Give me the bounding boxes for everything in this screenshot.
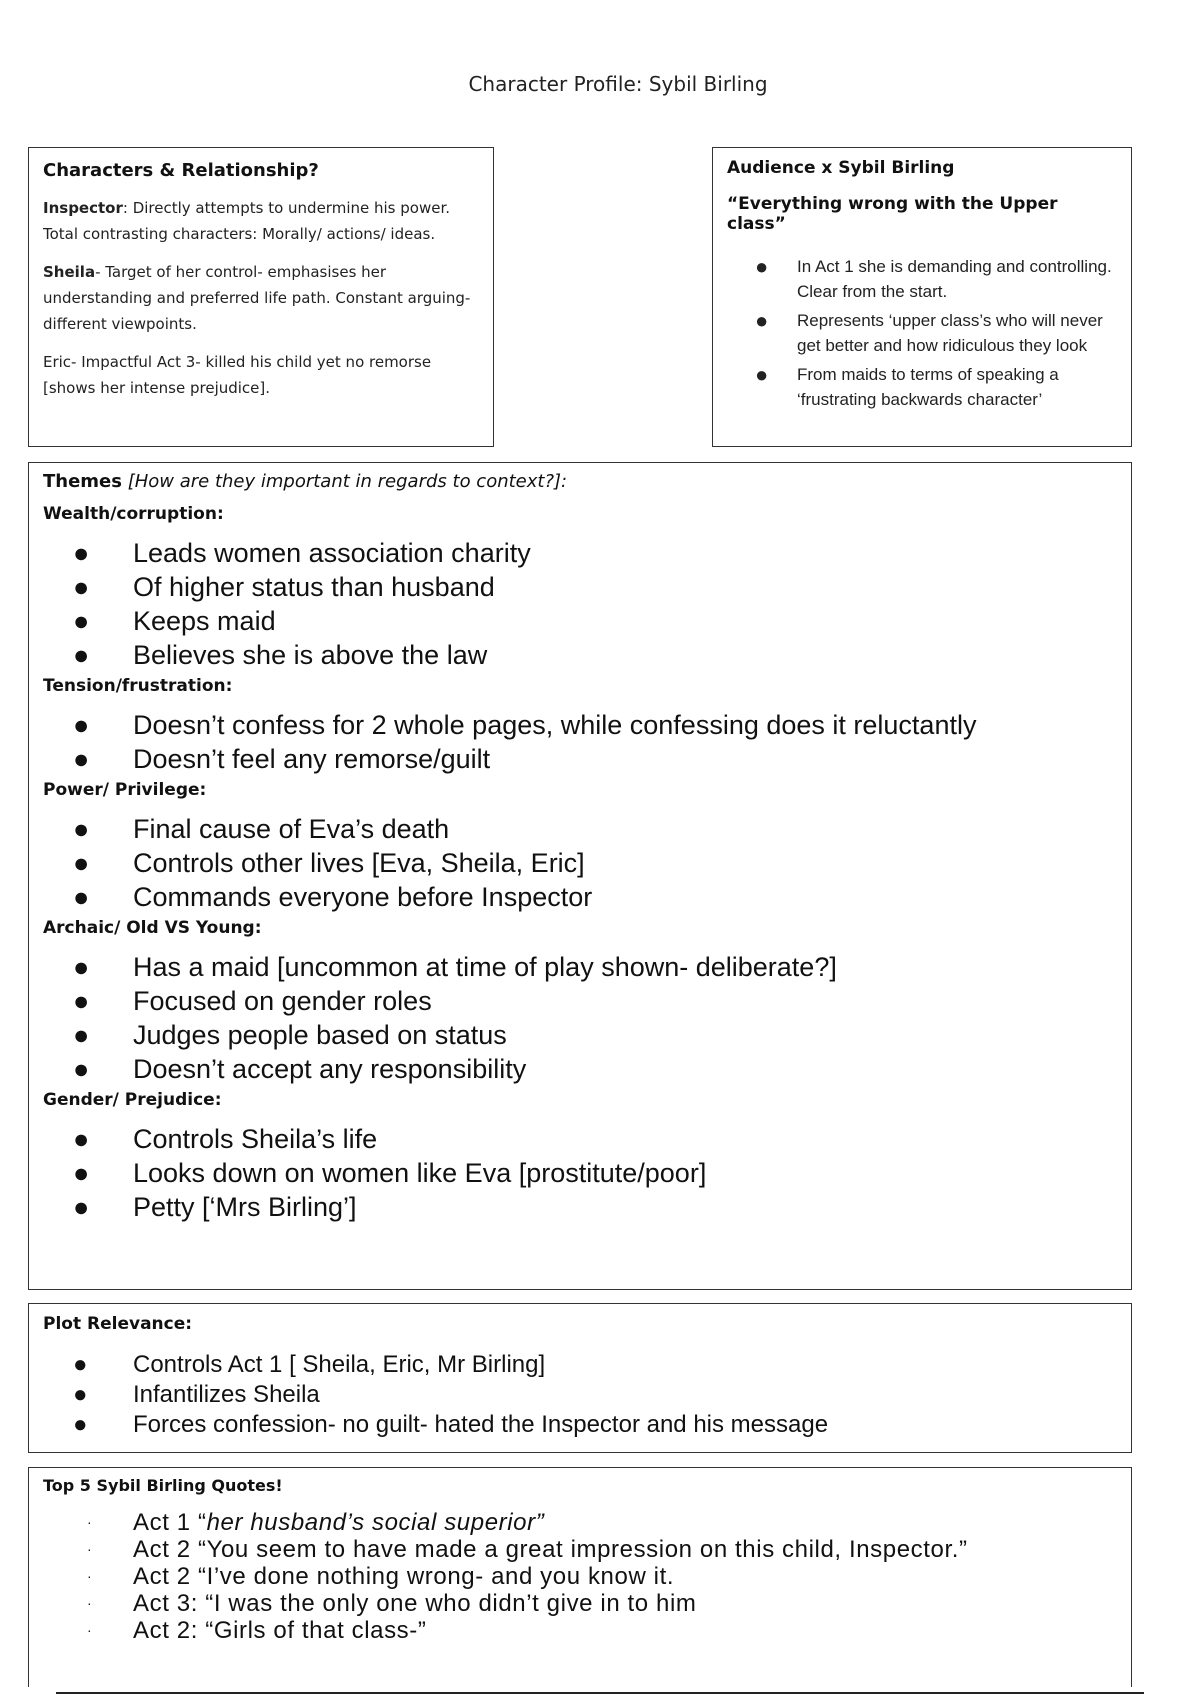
bullet-icon: ● (73, 640, 90, 670)
list-item: ● Judges people based on status (73, 1020, 507, 1050)
bullet-icon: ● (73, 1192, 90, 1222)
bullet-icon: ● (73, 1351, 88, 1378)
page-bottom-divider (56, 1692, 1144, 1694)
bullet-icon: ● (73, 882, 90, 912)
bullet-icon: ● (73, 538, 90, 568)
theme-heading-gender: Gender/ Prejudice: (43, 1090, 222, 1110)
list-item: ● Final cause of Eva’s death (73, 814, 450, 844)
bullet-icon: ● (73, 572, 90, 602)
bullet-icon: ● (73, 986, 90, 1016)
bullet-icon: ● (755, 362, 769, 387)
bullet-icon: ● (73, 1411, 88, 1438)
list-item: ● Controls other lives [Eva, Sheila, Eric] (73, 848, 585, 878)
quote-item: · Act 1 “her husband’s social superior” (87, 1509, 545, 1536)
list-item: ● Keeps maid (73, 606, 276, 636)
themes-box (28, 462, 1132, 1290)
character-name: Sheila (43, 263, 96, 281)
quote-item: · Act 2 “I’ve done nothing wrong- and you know it. (87, 1563, 675, 1590)
theme-list-wealth (43, 536, 1117, 672)
theme-heading-wealth: Wealth/corruption: (43, 504, 224, 524)
plot-relevance-box (28, 1303, 1132, 1453)
bullet-icon: ● (73, 710, 90, 740)
audience-heading: Audience x Sybil Birling (727, 158, 955, 178)
characters-heading: Characters & Relationship? (43, 160, 319, 181)
theme-list-gender (43, 1122, 1117, 1224)
theme-list-archaic (43, 950, 1117, 1086)
themes-title (43, 471, 1117, 492)
list-item: ● Leads women association charity (73, 538, 531, 568)
theme-heading-archaic: Archaic/ Old VS Young: (43, 918, 262, 938)
character-entry-inspector: Inspector: Directly attempts to undermine his power. Total contrasting characters: Morally/ actions/ ideas. (43, 199, 450, 243)
list-item: ● Of higher status than husband (73, 572, 495, 602)
bullet-icon: ● (73, 1381, 88, 1408)
theme-list-tension (43, 708, 1117, 776)
page-title: Character Profile: Sybil Birling (468, 72, 768, 96)
bullet-icon: ● (755, 308, 769, 333)
character-name: Inspector (43, 199, 123, 217)
bullet-icon: · (87, 1568, 93, 1584)
quote-list (43, 1509, 1117, 1644)
character-text: Target of her control- emphasises her understanding and preferred life path. Constant arguing- different viewpoints. (43, 263, 471, 333)
list-item: ● Infantilizes Sheila (73, 1381, 320, 1408)
list-item: ● Has a maid [uncommon at time of play shown- deliberate?] (73, 952, 837, 982)
character-entry-sheila: Sheila- Target of her control- emphasises her understanding and preferred life path. Constant arguing- different viewpoints. (43, 263, 471, 333)
themes-heading: Themes (43, 471, 122, 492)
audience-quote: “Everything wrong with the Upper class” (727, 194, 1058, 234)
characters-relationship-box (28, 147, 494, 447)
list-item: ● Represents ‘upper class’s who will never get better and how ridiculous they look (755, 308, 1103, 355)
quotes-box (28, 1467, 1132, 1687)
bullet-icon: ● (73, 952, 90, 982)
list-item: ● Believes she is above the law (73, 640, 488, 670)
bullet-icon: · (87, 1514, 93, 1530)
list-item: ● Doesn’t accept any responsibility (73, 1054, 527, 1084)
list-item: ● Looks down on women like Eva [prostitute/poor] (73, 1158, 707, 1188)
list-item: ● Controls Sheila’s life (73, 1124, 378, 1154)
themes-note: [How are they important in regards to context?]: (127, 471, 568, 492)
bullet-icon: ● (73, 814, 90, 844)
list-item: ● From maids to terms of speaking a ‘frustrating backwards character’ (755, 362, 1059, 409)
bullet-icon: · (87, 1541, 93, 1557)
list-item: ● Doesn’t feel any remorse/guilt (73, 744, 491, 774)
bullet-icon: ● (73, 744, 90, 774)
character-text: Directly attempts to undermine his power. Total contrasting characters: Morally/ actions/ ideas. (43, 199, 450, 243)
theme-list-power (43, 812, 1117, 914)
list-item: ● Petty [‘Mrs Birling’] (73, 1192, 357, 1222)
bullet-icon: ● (73, 1124, 90, 1154)
bullet-icon: ● (73, 1158, 90, 1188)
bullet-icon: · (87, 1622, 93, 1638)
list-item: ● Controls Act 1 [ Sheila, Eric, Mr Birling] (73, 1351, 546, 1378)
bullet-icon: ● (73, 1054, 90, 1084)
list-item: ● In Act 1 she is demanding and controlling. Clear from the start. (755, 254, 1112, 301)
bullet-icon: ● (73, 848, 90, 878)
quotes-heading: Top 5 Sybil Birling Quotes! (43, 1476, 283, 1495)
plot-heading: Plot Relevance: (43, 1314, 193, 1334)
list-item: ● Doesn’t confess for 2 whole pages, while confessing does it reluctantly (73, 710, 977, 740)
plot-list (43, 1350, 1117, 1440)
bullet-icon: ● (73, 606, 90, 636)
audience-list (727, 254, 1117, 412)
bullet-icon: ● (755, 254, 769, 279)
audience-box (712, 147, 1132, 447)
bullet-icon: · (87, 1595, 93, 1611)
quote-item: · Act 3: “I was the only one who didn’t give in to him (87, 1590, 697, 1617)
character-text: Eric- Impactful Act 3- killed his child yet no remorse [shows her intense prejudice]. (43, 353, 432, 397)
theme-heading-tension: Tension/frustration: (43, 676, 233, 696)
bullet-icon: ● (73, 1020, 90, 1050)
list-item: ● Focused on gender roles (73, 986, 432, 1016)
theme-heading-power: Power/ Privilege: (43, 780, 207, 800)
list-item: ● Forces confession- no guilt- hated the Inspector and his message (73, 1411, 829, 1438)
quote-item: · Act 2 “You seem to have made a great impression on this child, Inspector.” (87, 1536, 968, 1563)
quote-item: · Act 2: “Girls of that class-” (87, 1617, 427, 1644)
list-item: ● Commands everyone before Inspector (73, 882, 593, 912)
character-entry-eric (43, 349, 479, 401)
